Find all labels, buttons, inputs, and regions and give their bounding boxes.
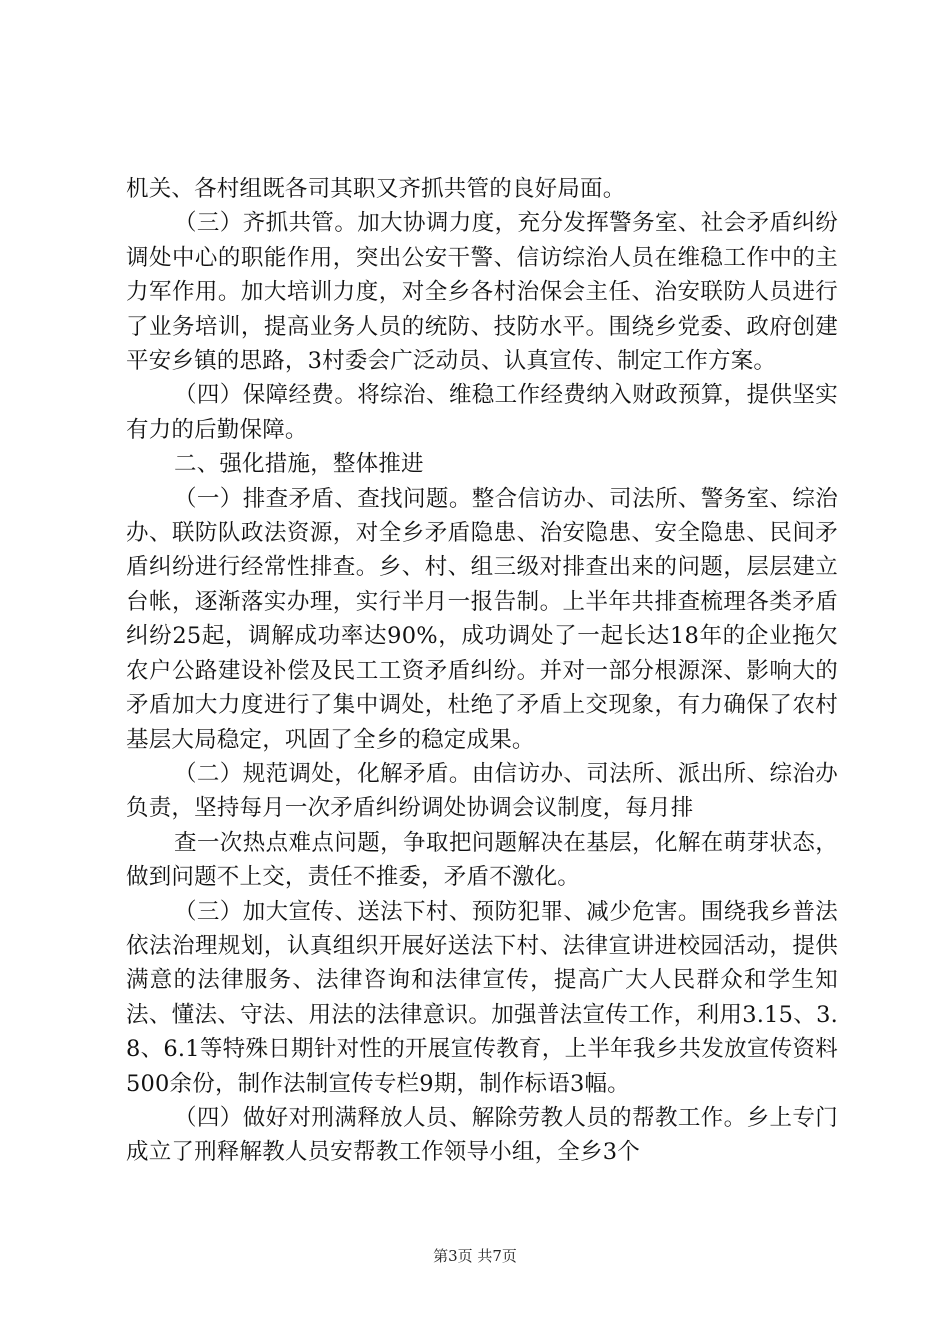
page-number-footer: 第3页 共7页 bbox=[433, 1247, 517, 1265]
section-heading: 二、强化措施，整体推进 bbox=[174, 451, 424, 478]
paragraph: （二）规范调处，化解矛盾。由信访办、司法所、派出所、综治办负责，坚持每月一次矛盾纠纷调处协调会议制度，每月排 bbox=[126, 760, 838, 822]
paragraph: 机关、各村组既各司其职又齐抓共管的良好局面。 bbox=[126, 176, 626, 202]
paragraph: （四）做好对刑满释放人员、解除劳教人员的帮教工作。乡上专门成立了刑释解教人员安帮教工作领导小组，全乡3个 bbox=[126, 1104, 838, 1166]
paragraph: （三）加大宣传、送法下村、预防犯罪、减少危害。围绕我乡普法依法治理规划，认真组织开展好送法下村、法律宣讲进校园活动，提供满意的法律服务、法律咨询和法律宣传，提高广大人民群众和学生知法、懂法、守法、用法的法律意识。加强普法宣传工作，利用3.15、3.8、6.1等特殊日期针对性的开展宣传教育，上半年我乡共发放宣传资料500余份，制作法制宣传专栏9期，制作标语3幅。 bbox=[126, 898, 838, 1097]
paragraph: （四）保障经费。将综治、维稳工作经费纳入财政预算，提供坚实有力的后勤保障。 bbox=[126, 382, 838, 443]
paragraph: 查一次热点难点问题，争取把问题解决在基层，化解在萌芽状态，做到问题不上交，责任不推委，矛盾不激化。 bbox=[126, 829, 838, 891]
document-body bbox=[126, 172, 838, 1170]
paragraph: （一）排查矛盾、查找问题。整合信访办、司法所、警务室、综治办、联防队政法资源，对全乡矛盾隐患、治安隐患、安全隐患、民间矛盾纠纷进行经常性排查。乡、村、组三级对排查出来的问题，层层建立台帐，逐渐落实办理，实行半月一报告制。上半年共排查梳理各类矛盾纠纷25起，调解成功率达90%，成功调处了一起长达18年的企业拖欠农户公路建设补偿及民工工资矛盾纠纷。并对一部分根源深、影响大的矛盾加大力度进行了集中调处，杜绝了矛盾上交现象，有力确保了农村基层大局稳定，巩固了全乡的稳定成果。 bbox=[126, 485, 838, 753]
paragraph: （三）齐抓共管。加大协调力度，充分发挥警务室、社会矛盾纠纷调处中心的职能作用，突出公安干警、信访综治人员在维稳工作中的主力军作用。加大培训力度，对全乡各村治保会主任、治安联防人员进行了业务培训，提高业务人员的统防、技防水平。围绕乡党委、政府创建平安乡镇的思路，3村委会广泛动员、认真宣传、制定工作方案。 bbox=[126, 210, 838, 375]
